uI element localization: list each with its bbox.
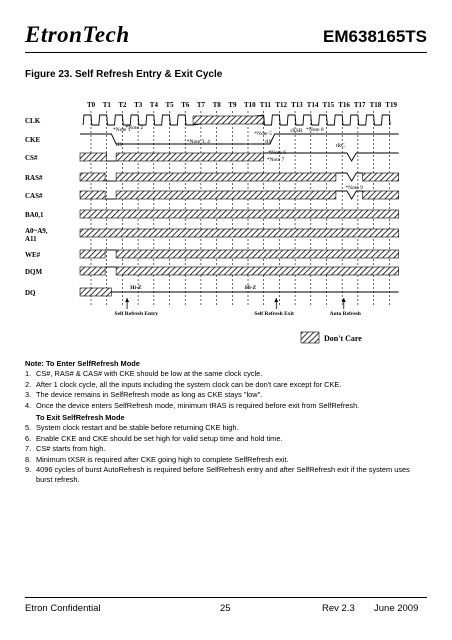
date: June 2009 — [374, 603, 419, 614]
note-label: *Note 1 — [112, 127, 131, 133]
dont-care-region — [116, 191, 336, 199]
header-rule — [25, 52, 427, 53]
note-number: 6. — [25, 433, 32, 443]
note-number: 7. — [25, 444, 32, 454]
note-label: *Note 3, 4 — [186, 139, 210, 145]
dont-care-region — [80, 153, 107, 161]
notes-heading-enter: Note: To Enter SelfRefresh Mode — [25, 359, 140, 368]
signal-label: BA0,1 — [25, 211, 44, 219]
dont-care-region — [80, 288, 111, 296]
clock-label: T10 — [244, 101, 256, 109]
signal-label: CS# — [25, 154, 38, 162]
clock-label: T7 — [196, 101, 206, 109]
dont-care-region — [116, 153, 264, 161]
signal-label: DQM — [25, 268, 43, 276]
hiz-label: Hi-Z — [130, 285, 142, 291]
signal-waveform — [336, 173, 363, 181]
note-item — [25, 434, 427, 444]
note-item — [25, 444, 427, 454]
note-label: *Note 9 — [345, 185, 363, 191]
legend-swatch — [301, 332, 319, 343]
clock-label: T11 — [259, 101, 271, 109]
brand-logo: EtronTech — [25, 22, 130, 47]
cke-waveform — [80, 134, 399, 144]
dont-care-region — [80, 250, 105, 258]
note-number: 9. — [25, 465, 32, 475]
clock-label: T12 — [275, 101, 288, 109]
legend-label: Don't Care — [324, 334, 362, 343]
timing-label: tIS — [265, 139, 272, 145]
note-number: 5. — [25, 423, 32, 433]
footer-rule — [25, 597, 427, 598]
clock-label: T19 — [385, 101, 397, 109]
note-text: The device remains in SelfRefresh mode as long as CKE stays "low". — [36, 390, 263, 400]
signal-label: WE# — [25, 251, 41, 259]
timing-label: tIS — [116, 142, 123, 148]
signal-label: A0~A9, — [25, 227, 48, 235]
clock-label: T8 — [212, 101, 221, 109]
note-item — [25, 465, 427, 486]
timing-diagram — [25, 100, 427, 350]
clock-label: T13 — [291, 101, 303, 109]
dont-care-region — [116, 173, 336, 181]
signal-label: A11 — [25, 235, 37, 243]
event-arrowhead — [125, 298, 129, 302]
note-label: *Note 7 — [266, 157, 285, 163]
signal-waveform — [336, 191, 363, 199]
event-label: Auto Refresh — [329, 311, 361, 317]
dont-care-region — [80, 191, 105, 199]
clock-label: T16 — [338, 101, 350, 109]
event-label: Self Refresh Exit — [254, 311, 294, 317]
clock-label: T6 — [181, 101, 190, 109]
note-item — [25, 390, 427, 400]
signal-label: CKE — [25, 136, 41, 144]
dont-care-region — [80, 173, 105, 181]
hiz-label: Hi-Z — [244, 285, 257, 291]
event-arrowhead — [274, 298, 278, 302]
timing-label: tXSR — [290, 128, 303, 134]
clock-label: T0 — [87, 101, 96, 109]
note-text: Minimum tXSR is required after CKE going high to complete SelfRefresh exit. — [36, 454, 289, 464]
note-text: Once the device enters SelfRefresh mode, minimum tRAS is required before exit from SelfRefresh. — [36, 400, 360, 410]
note-text: CS# starts from high. — [36, 444, 106, 454]
clock-label: T17 — [353, 101, 366, 109]
note-label: *Note 6 — [268, 150, 286, 156]
note-number: 4. — [25, 400, 32, 410]
note-number: 1. — [25, 369, 32, 379]
note-text: CS#, RAS# & CAS# with CKE should be low at the same clock cycle. — [36, 369, 263, 379]
note-text: System clock restart and be stable before returning CKE high. — [36, 423, 239, 433]
clock-label: T3 — [134, 101, 143, 109]
note-text: 4096 cycles of burst AutoRefresh is required before SelfRefresh entry and after SelfRefresh exit if the system uses burst refresh. — [36, 465, 410, 485]
signal-label: RAS# — [25, 174, 43, 182]
note-number: 2. — [25, 379, 32, 389]
event-label: Self Refresh Entry — [114, 311, 159, 317]
clock-label: T4 — [149, 101, 158, 109]
note-label: *Note 5 — [254, 131, 272, 137]
note-label: *Note 8 — [306, 127, 324, 133]
dont-care-region — [363, 173, 399, 181]
clock-label: T1 — [102, 101, 111, 109]
part-number: EM638165TS — [323, 27, 427, 46]
notes-section — [25, 359, 427, 486]
note-item — [25, 455, 427, 465]
footer-confidential: Etron Confidential — [25, 603, 101, 614]
page-number: 25 — [220, 603, 231, 614]
clock-label: T18 — [369, 101, 382, 109]
dont-care-region — [80, 267, 105, 275]
notes-heading-exit: To Exit SelfRefresh Mode — [36, 413, 125, 423]
clock-label: T14 — [306, 101, 319, 109]
note-label: *Note 2 — [125, 125, 144, 131]
dont-care-region — [80, 229, 399, 237]
dont-care-region — [363, 191, 399, 199]
dont-care-region — [116, 267, 399, 275]
clock-label: T2 — [118, 101, 127, 109]
note-item — [25, 423, 427, 433]
note-item — [25, 401, 427, 411]
clock-label: T15 — [322, 101, 335, 109]
dont-care-region — [80, 210, 399, 218]
figure-title: Figure 23. Self Refresh Entry & Exit Cycle — [25, 69, 223, 80]
timing-label: tRC — [335, 143, 345, 149]
dont-care-region — [193, 116, 264, 124]
clock-label: T5 — [165, 101, 174, 109]
revision: Rev 2.3 — [322, 603, 355, 614]
note-text: Enable CKE and CKE should be set high for valid setup time and hold time. — [36, 433, 283, 443]
clock-label: T9 — [228, 101, 237, 109]
note-item — [25, 369, 427, 379]
note-item — [25, 380, 427, 390]
note-text: After 1 clock cycle, all the inputs including the system clock can be don't care except for CKE. — [36, 379, 342, 389]
dont-care-region — [116, 250, 399, 258]
signal-label: CAS# — [25, 192, 43, 200]
signal-label: DQ — [25, 289, 36, 297]
signal-label: CLK — [25, 117, 41, 125]
note-number: 3. — [25, 390, 32, 400]
note-number: 8. — [25, 454, 32, 464]
